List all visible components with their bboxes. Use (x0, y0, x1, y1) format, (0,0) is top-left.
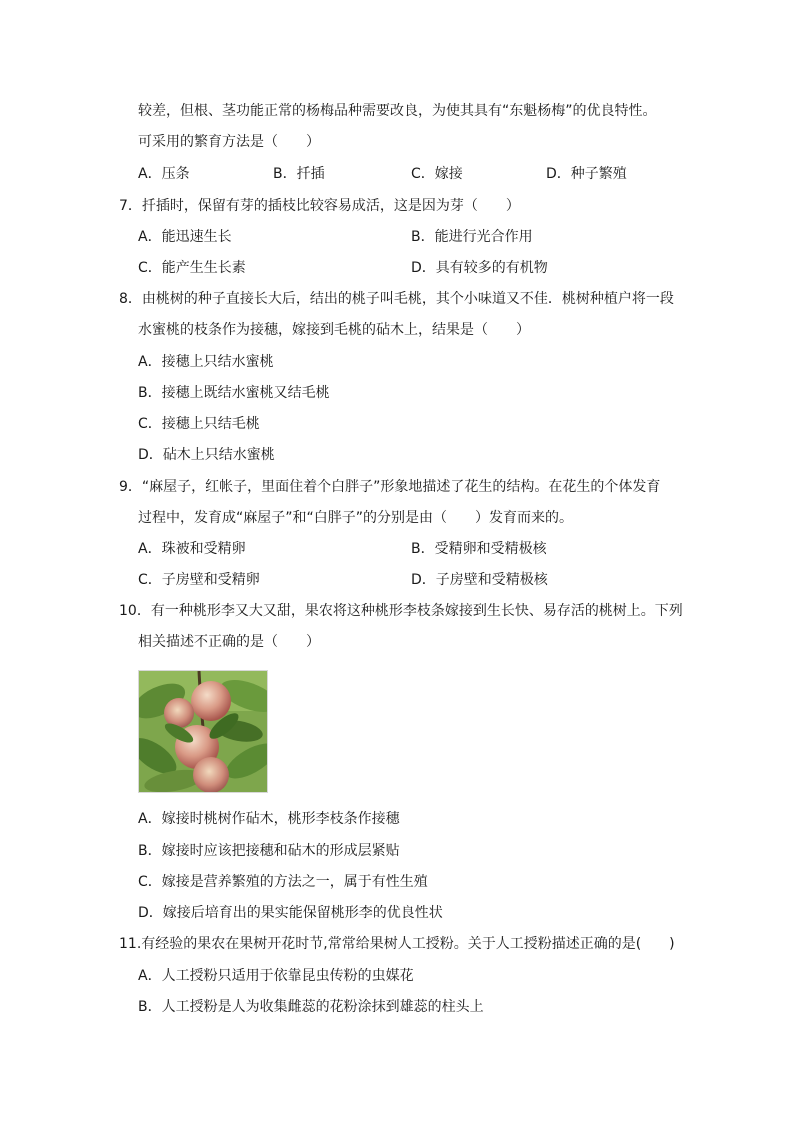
q8-stem-line1: 8．由桃树的种子直接长大后，结出的桃子叫毛桃，其个小味道又不佳．桃树种植户将一段 (119, 291, 674, 307)
q8-option-a: A．接穗上只结水蜜桃 (138, 354, 274, 370)
q10-option-c: C．嫁接是营养繁殖的方法之一，属于有性生殖 (138, 874, 428, 890)
q10-option-d: D．嫁接后培育出的果实能保留桃形李的优良性状 (138, 905, 443, 921)
q8-option-d: D．砧木上只结水蜜桃 (138, 447, 275, 463)
q11-stem: 11.有经验的果农在果树开花时节,常常给果树人工授粉。关于人工授粉描述正确的是( ) (119, 936, 675, 952)
q10-option-b: B．嫁接时应该把接穗和砧木的形成层紧贴 (138, 843, 400, 859)
q9-option-c: C．子房壁和受精卵 (138, 572, 260, 588)
q8-option-b: B．接穗上既结水蜜桃又结毛桃 (138, 385, 330, 401)
q6-stem-line1: 较差，但根、茎功能正常的杨梅品种需要改良，为使其具有“东魁杨梅”的优良特性。 (138, 103, 657, 119)
q11-option-a: A．人工授粉只适用于依靠昆虫传粉的虫媒花 (138, 968, 414, 984)
q6-option-b: B．扦插 (273, 166, 325, 182)
q9-stem-line1: 9．“麻屋子，红帐子，里面住着个白胖子”形象地描述了花生的结构。在花生的个体发育 (119, 479, 661, 495)
q7-option-a: A．能迅速生长 (138, 229, 232, 245)
q6-option-d: D．种子繁殖 (546, 166, 627, 182)
q6-option-a: A．压条 (138, 166, 190, 182)
q7-option-c: C．能产生生长素 (138, 260, 246, 276)
q6-option-c: C．嫁接 (411, 166, 463, 182)
q10-stem-line1: 10．有一种桃形李又大又甜，果农将这种桃形李枝条嫁接到生长快、易存活的桃树上。下列 (119, 603, 683, 619)
q9-option-d: D．子房壁和受精极核 (411, 572, 548, 588)
q7-option-b: B．能进行光合作用 (411, 229, 533, 245)
q8-option-c: C．接穗上只结毛桃 (138, 416, 260, 432)
q9-stem-line2: 过程中，发育成“麻屋子”和“白胖子”的分别是由（ ）发育而来的。 (138, 510, 574, 526)
q9-option-a: A．珠被和受精卵 (138, 541, 246, 557)
q9-option-b: B．受精卵和受精极核 (411, 541, 547, 557)
peach-plum-photo (138, 670, 268, 793)
q8-stem-line2: 水蜜桃的枝条作为接穗，嫁接到毛桃的砧木上，结果是（ ） (138, 322, 530, 338)
q11-option-b: B．人工授粉是人为收集雌蕊的花粉涂抹到雄蕊的柱头上 (138, 999, 484, 1015)
q10-option-a: A．嫁接时桃树作砧木，桃形李枝条作接穗 (138, 811, 400, 827)
q7-stem: 7．扦插时，保留有芽的插枝比较容易成活，这是因为芽（ ） (119, 198, 520, 214)
q6-stem-line2: 可采用的繁育方法是（ ） (138, 134, 320, 150)
q10-stem-line2: 相关描述不正确的是（ ） (138, 634, 320, 650)
q7-option-d: D．具有较多的有机物 (411, 260, 548, 276)
